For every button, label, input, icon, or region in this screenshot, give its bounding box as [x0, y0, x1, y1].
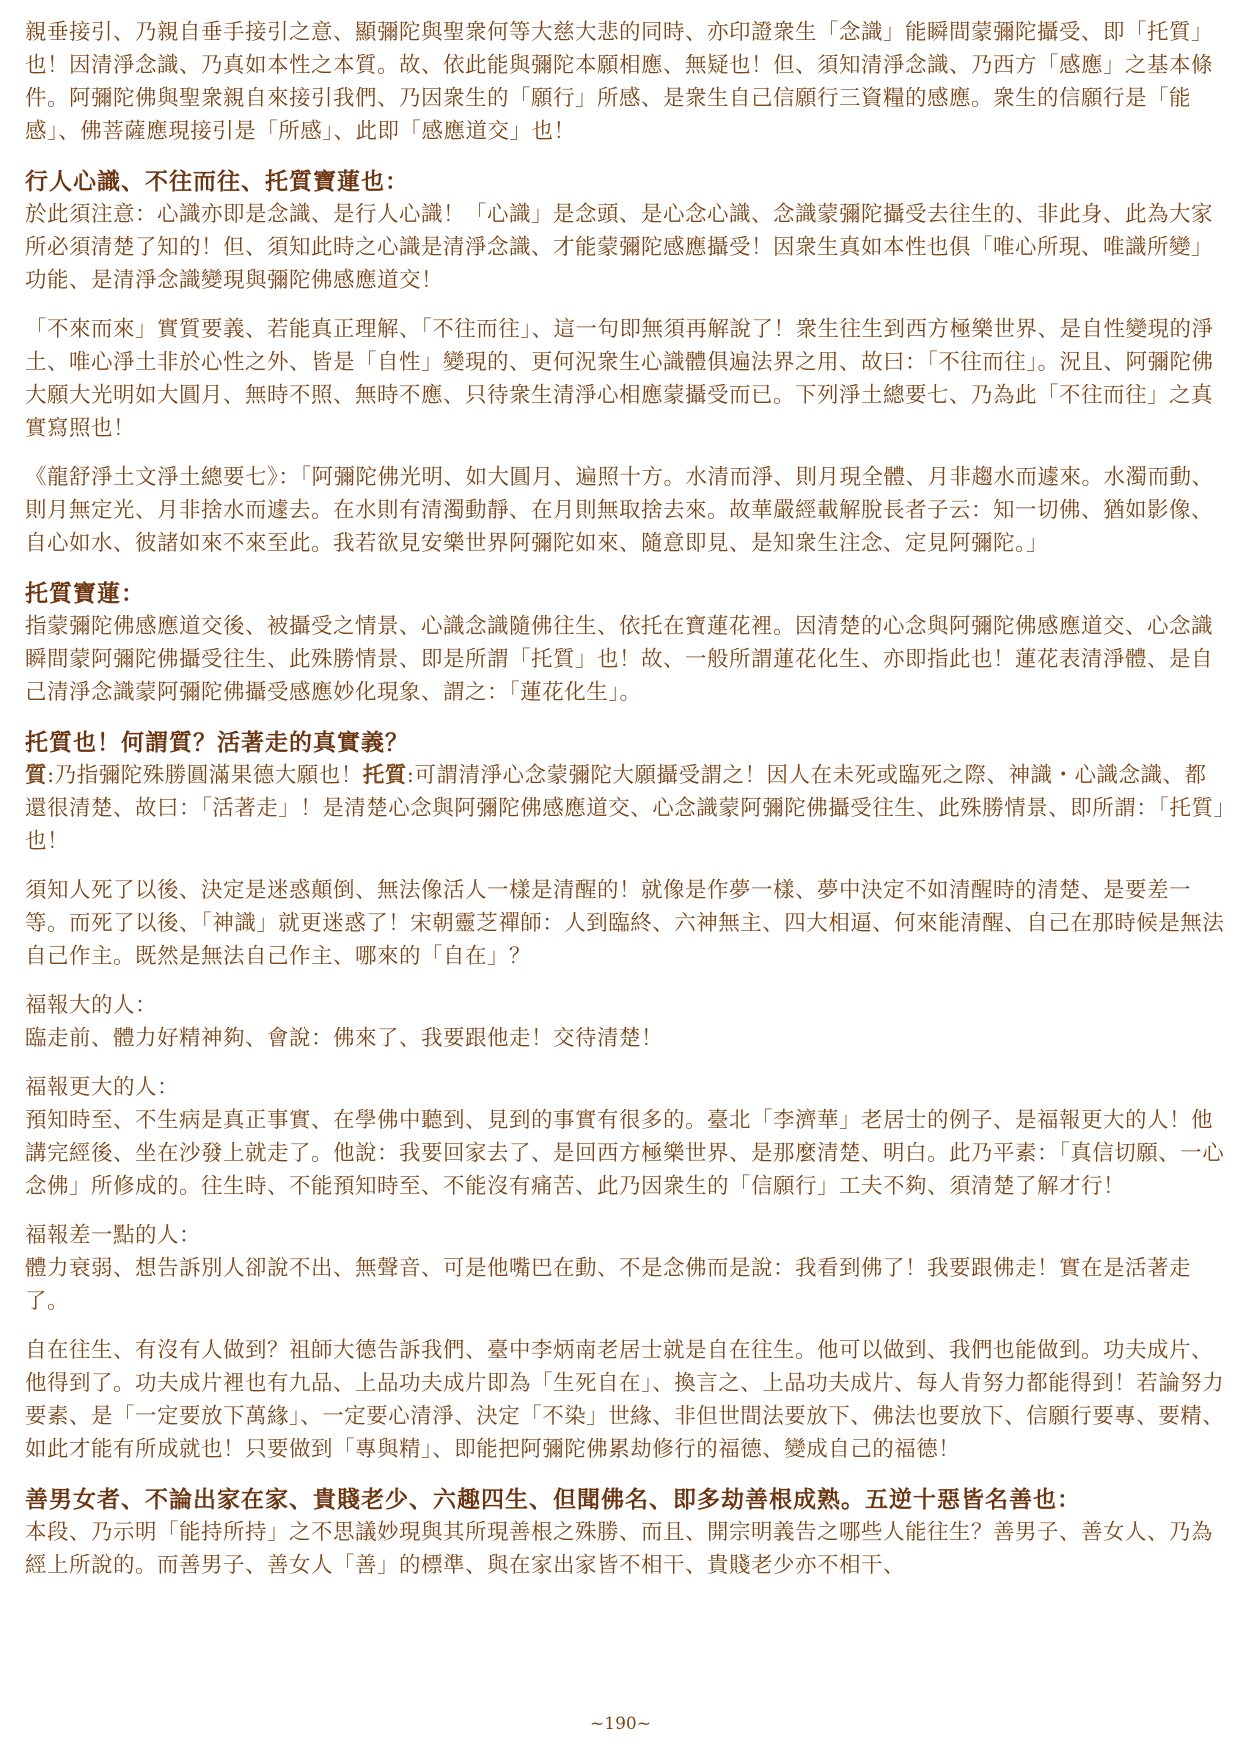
page-content — [25, 16, 1225, 1582]
paragraph-4: 指蒙彌陀佛感應道交後、被攝受之情景、心識念識隨佛往生、依托在寶蓮花裡。因清楚的心念與阿彌陀佛感應道交、心念識瞬間蒙阿彌陀佛攝受往生、此殊勝情景、即是所謂「托質」也！故、一般所謂蓮花化生、亦即指此也！蓮花表清淨體、是自己清淨念識蒙阿彌陀佛攝受感應妙化現象、謂之：「蓮花化生」。 — [25, 614, 1214, 705]
label-great-blessing: 福報大的人： — [25, 993, 158, 1018]
paragraph-great-blessing: 臨走前、體力好精神夠、會說：佛來了、我要跟他走！交待清楚！ — [25, 1026, 664, 1051]
paragraph-2: 「不來而來」實質要義、若能真正理解、「不往而往」、這一句即無須再解說了！衆生往生到西方極樂世界、是自性變現的淨土、唯心淨土非於心性之外、皆是「自性」變現的、更何況衆生心識體俱遍法界之用、故曰：「不往而往」。況且、阿彌陀佛大願大光明如大圓月、無時不照、無時不應、只待衆生清淨心相應蒙攝受而已。下列淨土總要七、乃為此「不往而往」之真實寫照也！ — [25, 317, 1214, 441]
paragraph-lesser-blessing: 體力衰弱、想告訴別人卻說不出、無聲音、可是他嘴巴在動、不是念佛而是說：我看到佛了！我要跟佛走！實在是活著走了。 — [25, 1256, 1192, 1314]
intro-paragraph: 親垂接引、乃親自垂手接引之意、顯彌陀與聖衆何等大慈大悲的同時、亦印證衆生「念識」能瞬間蒙彌陀攝受、即「托質」也！因清淨念識、乃真如本性之本質。故、依此能與彌陀本願相應、無疑也！但、須知清淨念識、乃西方「感應」之基本條件。阿彌陀佛與聖衆親自來接引我們、乃因衆生的「願行」所感、是衆生自己信願行三資糧的感應。衆生的信願行是「能感」、佛菩薩應現接引是「所感」、此即「感應道交」也！ — [25, 20, 1214, 144]
label-lesser-blessing: 福報差一點的人： — [25, 1223, 202, 1248]
term-tuozhi-definition: :可謂清淨心念蒙彌陀大願攝受謂之！因人在未死或臨死之際、神識・心識念識、都還很清楚、故曰：「活著走」！是清楚心念與阿彌陀佛感應道交、心念識蒙阿彌陀佛攝受往生、此殊勝情景、即所謂：「托質」也！ — [25, 763, 1225, 854]
paragraph-3-quote: 《龍舒淨土文淨土總要七》：「阿彌陀佛光明、如大圓月、遍照十方。水清而淨、則月現全體、月非趨水而遽來。水濁而動、則月無定光、月非捨水而遽去。在水則有清濁動靜、在月則無取捨去來。故華嚴經載解脫長者子云：知一切佛、猶如影像、自心如水、彼諸如來不來至此。我若欲見安樂世界阿彌陀如來、隨意即見、是知衆生注念、定見阿彌陀。」 — [25, 465, 1214, 556]
page-number: ~190~ — [590, 1714, 651, 1734]
term-zhi: 質 — [25, 763, 48, 788]
paragraph-10: 自在往生、有沒有人做到？祖師大德告訴我們、臺中李炳南老居士就是自在往生。他可以做到、我們也能做到。功夫成片、他得到了。功夫成片裡也有九品、上品功夫成片即為「生死自在」、換言之、上品功夫成片、每人肯努力都能得到！若論努力要素、是「一定要放下萬緣」、一定要心清淨、決定「不染」世緣、非但世間法要放下、佛法也要放下、信願行要專、要精、如此才能有所成就也！只要做到「專與精」、即能把阿彌陀佛累劫修行的福德、變成自己的福德！ — [25, 1338, 1225, 1462]
paragraph-greater-blessing: 預知時至、不生病是真正事實、在學佛中聽到、見到的事實有很多的。臺北「李濟華」老居士的例子、是福報更大的人！他講完經後、坐在沙發上就走了。他說：我要回家去了、是回西方極樂世界、是那麼清楚、明白。此乃平素：「真信切願、一心念佛」所修成的。往生時、不能預知時至、不能沒有痛苦、此乃因衆生的「信願行」工夫不夠、須清楚了解才行！ — [25, 1108, 1225, 1199]
paragraph-5 — [25, 759, 1225, 858]
term-tuozhi: 托質 — [362, 763, 407, 788]
section-heading-3: 托質也！何謂質？活著走的真實義？ — [25, 729, 409, 756]
section-heading-1: 行人心識、不往而往、托質寶蓮也： — [25, 168, 409, 195]
paragraph-11: 本段、乃示明「能持所持」之不思議妙現與其所現善根之殊勝、而且、開宗明義告之哪些人能往生？善男子、善女人、乃為經上所說的。而善男子、善女人「善」的標準、與在家出家皆不相干、貴賤老少亦不相干、 — [25, 1520, 1214, 1578]
paragraph-1: 於此須注意：心識亦即是念識、是行人心識！「心識」是念頭、是心念心識、念識蒙彌陀攝受去往生的、非此身、此為大家所必須清楚了知的！但、須知此時之心識是清淨念識、才能蒙彌陀感應攝受！因衆生真如本性也俱「唯心所現、唯識所變」功能、是清淨念識變現與彌陀佛感應道交！ — [25, 202, 1214, 293]
section-heading-2: 托質寶蓮： — [25, 580, 145, 607]
label-greater-blessing: 福報更大的人： — [25, 1075, 180, 1100]
term-zhi-definition: :乃指彌陀殊勝圓滿果德大願也！ — [47, 763, 363, 788]
section-heading-4: 善男女者、不論出家在家、貴賤老少、六趣四生、但聞佛名、即多劫善根成熟。五逆十惡皆名善也： — [25, 1486, 1081, 1513]
paragraph-6: 須知人死了以後、決定是迷惑顛倒、無法像活人一樣是清醒的！就像是作夢一樣、夢中決定不如清醒時的清楚、是要差一等。而死了以後、「神識」就更迷惑了！宋朝靈芝禪師：人到臨終、六神無主、四大相逼、何來能清醒、自己在那時候是無法自己作主。既然是無法自己作主、哪來的「自在」？ — [25, 878, 1225, 969]
